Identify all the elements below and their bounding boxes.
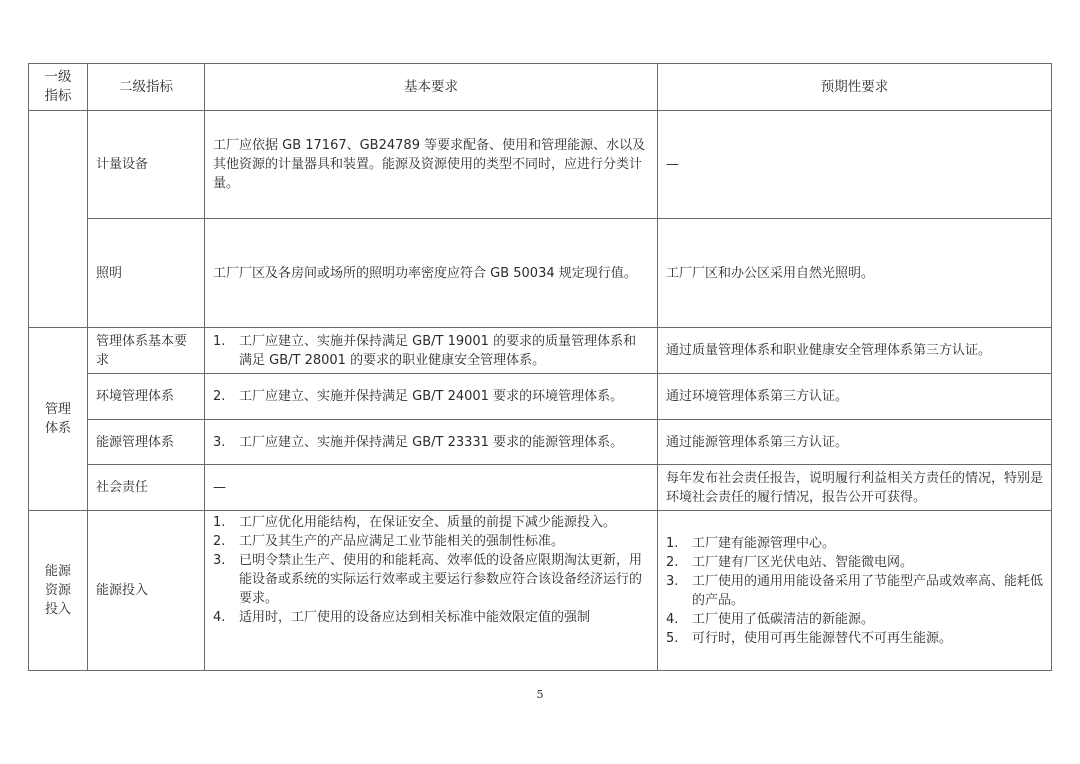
table-row: [29, 111, 1052, 219]
row-name: 能源投入: [88, 511, 205, 671]
item-number: 1.: [213, 333, 226, 349]
item-number: 3.: [666, 573, 679, 589]
table-row: [29, 511, 1052, 671]
header-expected: [658, 64, 1052, 111]
row-basic: 工厂应依据 GB 17167、GB24789 等要求配备、使用和管理能源、水以及其他资源的计量器具和装置。能源及资源使用的类型不同时，应进行分类计量。: [205, 111, 658, 219]
row-basic: 工厂厂区及各房间或场所的照明功率密度应符合 GB 50034 规定现行值。: [205, 219, 658, 328]
item-number: 2.: [666, 554, 679, 570]
row-expected: 工厂厂区和办公区采用自然光照明。: [658, 219, 1052, 328]
group-management-text: 管理 体系: [44, 402, 71, 436]
item-number: 1.: [666, 535, 679, 551]
item-number: 5.: [666, 630, 679, 646]
row-expected: —: [658, 111, 1052, 219]
table-row: [29, 328, 1052, 374]
group-cell-empty: [29, 111, 88, 328]
table-row: [29, 420, 1052, 465]
item-text: 工厂应建立、实施并保持满足 GB/T 24001 要求的环境管理体系。: [239, 389, 624, 404]
item-text: 工厂应建立、实施并保持满足 GB/T 23331 要求的能源管理体系。: [239, 434, 624, 450]
row-basic: [205, 374, 658, 420]
row-basic: —: [205, 465, 658, 511]
header-level1: [29, 64, 88, 111]
group-cell-energy: [29, 511, 88, 671]
requirements-table: [28, 63, 1052, 671]
header-expected-text: 预期性要求: [820, 78, 889, 95]
header-level1-text: 一级 指标: [44, 69, 72, 104]
table-row: [29, 465, 1052, 511]
item-text: 工厂应建立、实施并保持满足 GB/T 19001 的要求的质量管理体系和满足 GB/T 28001 的要求的职业健康安全管理体系。: [239, 333, 637, 368]
page-number: 5: [536, 688, 544, 701]
row-basic: [205, 328, 658, 374]
row-expected: 通过质量管理体系和职业健康安全管理体系第三方认证。: [658, 328, 1052, 374]
item-number: 3.: [213, 553, 226, 568]
item-number: 4.: [213, 610, 226, 625]
item-text: 工厂建有厂区光伏电站、智能微电网。: [692, 554, 914, 570]
table-header-row: [29, 64, 1052, 111]
header-basic: [205, 64, 658, 111]
item-text: 工厂使用了低碳清洁的新能源。: [692, 611, 875, 627]
header-level2: [88, 64, 205, 111]
item-text: 工厂建有能源管理中心。: [692, 535, 836, 551]
row-name: 管理体系基本要求: [88, 328, 205, 374]
row-expected: 通过环境管理体系第三方认证。: [658, 374, 1052, 420]
row-basic: [205, 420, 658, 465]
item-text: 工厂应优化用能结构，在保证安全、质量的前提下减少能源投入。: [239, 515, 617, 530]
item-number: 4.: [666, 611, 679, 627]
header-basic-text: 基本要求: [404, 78, 458, 95]
row-expected: 每年发布社会责任报告，说明履行利益相关方责任的情况，特别是环境社会责任的履行情况，报告公开可获得。: [658, 465, 1052, 511]
item-number: 2.: [213, 534, 226, 549]
group-cell-management: [29, 328, 88, 511]
item-text: 工厂使用的通用用能设备采用了节能型产品或效率高、能耗低的产品。: [692, 573, 1044, 608]
header-level2-text: 二级指标: [119, 78, 173, 95]
item-number: 3.: [213, 434, 226, 450]
table-row: [29, 374, 1052, 420]
row-expected: [658, 511, 1052, 671]
row-name: 能源管理体系: [88, 420, 205, 465]
table-row: [29, 219, 1052, 328]
item-number: 2.: [213, 389, 226, 404]
group-energy-text: 能源 资源 投入: [44, 564, 71, 617]
row-name: 照明: [88, 219, 205, 328]
row-expected: 通过能源管理体系第三方认证。: [658, 420, 1052, 465]
item-number: 1.: [213, 515, 226, 530]
row-name: 计量设备: [88, 111, 205, 219]
item-text: 可行时，使用可再生能源替代不可再生能源。: [692, 630, 953, 646]
item-text: 适用时，工厂使用的设备应达到相关标准中能效限定值的强制: [239, 610, 591, 625]
row-basic: [205, 511, 658, 671]
row-name: 社会责任: [88, 465, 205, 511]
row-name: 环境管理体系: [88, 374, 205, 420]
item-text: 工厂及其生产的产品应满足工业节能相关的强制性标准。: [239, 534, 565, 549]
item-text: 已明令禁止生产、使用的和能耗高、效率低的设备应限期淘汰更新，用能设备或系统的实际运行效率或主要运行参数应符合该设备经济运行的要求。: [239, 553, 643, 606]
